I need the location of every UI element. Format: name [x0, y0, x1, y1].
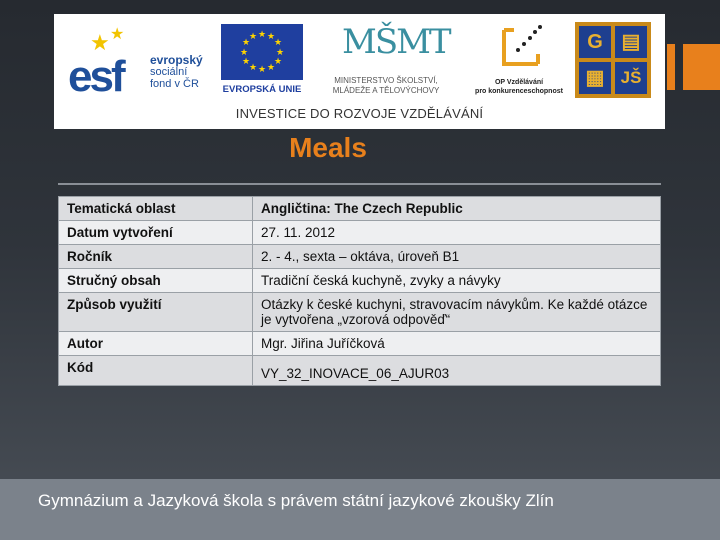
row-value: Angličtina: The Czech Republic — [253, 197, 661, 221]
row-key: Způsob využití — [59, 293, 253, 332]
svg-text:★: ★ — [248, 63, 258, 73]
investice-slogan: INVESTICE DO ROZVOJE VZDĚLÁVÁNÍ — [235, 106, 484, 121]
op-logo — [474, 20, 564, 106]
logo-banner — [54, 14, 665, 129]
row-key: Autor — [59, 332, 253, 356]
footer-bar — [0, 479, 720, 540]
svg-text:★: ★ — [239, 48, 249, 58]
row-key: Ročník — [59, 245, 253, 269]
row-value: Otázky k české kuchyni, stravovacím návykům. Ke každé otázce je vytvořena „vzorová odpověď“ — [253, 293, 661, 332]
table-row — [59, 356, 661, 386]
svg-text:★: ★ — [266, 63, 276, 73]
svg-text:★: ★ — [273, 38, 283, 48]
eu-flag-icon — [221, 24, 303, 80]
svg-text:★: ★ — [248, 32, 258, 42]
row-key: Tematická oblast — [59, 197, 253, 221]
table-row — [59, 221, 661, 245]
esf-line2: sociální — [150, 66, 188, 78]
eu-label: EVROPSKÁ UNIE — [222, 84, 302, 95]
row-value: 27. 11. 2012 — [253, 221, 661, 245]
esf-line1: evropský — [150, 53, 203, 67]
row-key: Stručný obsah — [59, 269, 253, 293]
op-logo-icon — [474, 20, 564, 76]
gjs-letter-s: Š — [630, 68, 642, 87]
esf-line3: fond v ČR — [150, 78, 199, 90]
esf-mark: esf — [68, 52, 123, 101]
svg-text:★: ★ — [241, 38, 251, 48]
msmt-line2: MLÁDEŽE A TĚLOVÝCHOVY — [332, 86, 440, 95]
row-value: VY_32_INOVACE_06_AJUR03 — [253, 356, 661, 386]
row-key: Datum vytvoření — [59, 221, 253, 245]
svg-text:★: ★ — [266, 32, 276, 42]
gjs-grid-icon: ▦ — [579, 62, 611, 94]
footer-text: Gymnázium a Jazyková škola s právem státní jazykové zkoušky Zlín — [38, 491, 554, 510]
accent-bar — [683, 44, 720, 90]
svg-text:★: ★ — [257, 30, 267, 40]
gjs-shield-icon — [575, 22, 651, 98]
table-row — [59, 197, 661, 221]
gjs-letter-j: J — [620, 68, 631, 87]
gjs-letter-g: G — [579, 26, 611, 58]
msmt-line1: MINISTERSTVO ŠKOLSTVÍ, — [334, 76, 438, 85]
title-divider — [58, 183, 661, 185]
msmt-mark: MŠMT — [342, 22, 450, 62]
row-value: Mgr. Jiřina Juříčková — [253, 332, 661, 356]
table-row — [59, 245, 661, 269]
svg-text:★: ★ — [241, 57, 251, 67]
info-table — [58, 196, 661, 386]
table-row — [59, 293, 661, 332]
gjs-letters-js — [615, 62, 647, 94]
gjs-book-icon: ▤ — [615, 26, 647, 58]
esf-logo: ★ ★ esf evropský sociální fond v ČR — [68, 26, 203, 101]
row-key: Kód — [59, 356, 253, 386]
svg-text:★: ★ — [273, 57, 283, 67]
msmt-logo — [312, 20, 460, 106]
svg-text:★: ★ — [275, 48, 285, 58]
accent-bar — [667, 44, 675, 90]
eu-logo — [219, 24, 305, 104]
op-line1: OP Vzdělávání — [494, 79, 544, 86]
row-value: 2. - 4., sexta – oktáva, úroveň B1 — [253, 245, 661, 269]
table-row — [59, 269, 661, 293]
row-value: Tradiční česká kuchyně, zvyky a návyky — [253, 269, 661, 293]
slide-title: Meals — [289, 132, 367, 163]
svg-text:★: ★ — [257, 65, 267, 75]
table-row — [59, 332, 661, 356]
op-line2: pro konkurenceschopnost — [475, 88, 563, 95]
